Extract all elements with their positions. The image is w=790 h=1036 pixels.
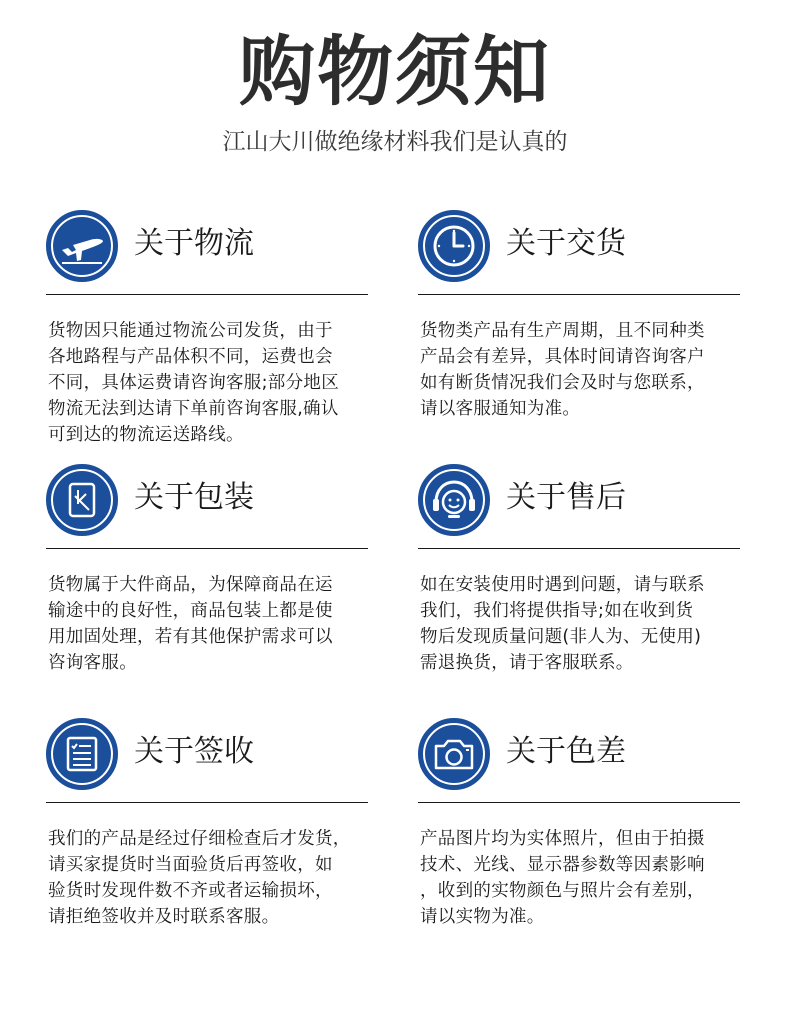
section-title: 关于色差 (506, 734, 626, 769)
section-delivery (418, 210, 748, 419)
section-title: 关于签收 (134, 734, 254, 769)
section-color-difference (418, 718, 748, 927)
page-subtitle: 江山大川做绝缘材料我们是认真的 (222, 129, 568, 155)
section-text: 产品图片均为实体照片，但由于拍摄 技术、光线、显示器参数等因素影响 ，收到的实物颜色与照片会有差别， 请以实物为准。 (420, 829, 705, 927)
divider (46, 294, 368, 295)
airplane-icon (46, 210, 118, 282)
section-title: 关于售后 (506, 480, 626, 515)
section-title: 关于交货 (506, 226, 626, 261)
divider (46, 802, 368, 803)
section-text: 货物因只能通过物流公司发货，由于 各地路程与产品体积不同，运费也会 不同，具体运费请咨询客服;部分地区 物流无法到达请下单前咨询客服,确认 可到达的物流运送路线。 (48, 321, 339, 445)
divider (46, 548, 368, 549)
section-text: 货物类产品有生产周期，且不同种类 产品会有差异，具体时间请咨询客户 如有断货情况我们会及时与您联系， 请以客服通知为准。 (420, 321, 705, 419)
divider (418, 802, 740, 803)
divider (418, 548, 740, 549)
section-text: 我们的产品是经过仔细检查后才发货， 请买家提货时当面验货后再签收，如 验货时发现件数不齐或者运输损坏， 请拒绝签收并及时联系客服。 (48, 829, 351, 927)
section-title: 关于物流 (134, 226, 254, 261)
customer-service-icon (418, 464, 490, 536)
page-title: 购物须知 (239, 27, 551, 116)
section-text: 货物属于大件商品，为保障商品在运 输途中的良好性，商品包装上都是使 用加固处理，若有其他保护需求可以 咨询客服。 (48, 575, 333, 673)
section-packaging (46, 464, 376, 673)
divider (418, 294, 740, 295)
section-title: 关于包装 (134, 480, 254, 515)
section-after-sales (418, 464, 748, 673)
section-sign-for (46, 718, 376, 927)
checklist-icon (46, 718, 118, 790)
section-logistics (46, 210, 376, 445)
clock-icon (418, 210, 490, 282)
camera-icon (418, 718, 490, 790)
package-icon (46, 464, 118, 536)
section-text: 如在安装使用时遇到问题，请与联系 我们，我们将提供指导;如在收到货 物后发现质量问题(非人为、无使用) 需退换货，请于客服联系。 (420, 575, 705, 673)
